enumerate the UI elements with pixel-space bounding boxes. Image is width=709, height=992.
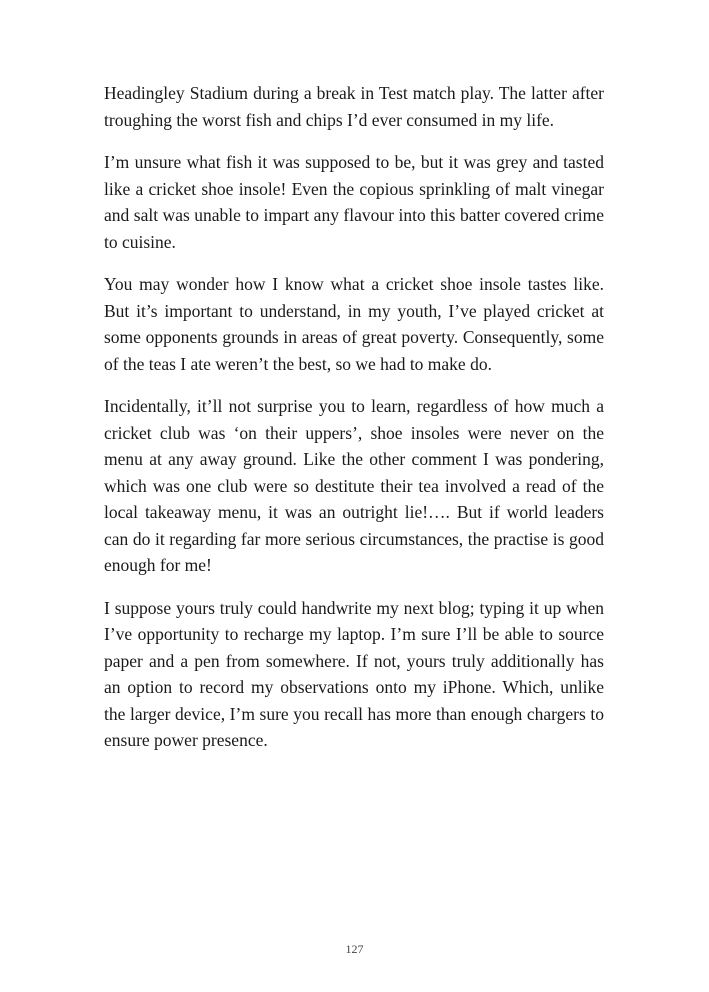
page-number: 127 (345, 942, 364, 956)
paragraph-3: You may wonder how I know what a cricket shoe insole tastes like. But it’s important to understand, in my youth, I’ve played cricket at some opponents grounds in areas of great poverty. Consequently, some of the teas I ate weren’t the best, so we had to make do. (104, 274, 604, 374)
paragraph-5: I suppose yours truly could handwrite my next blog; typing it up when I’ve opportunity to recharge my laptop. I’m sure I’ll be able to source paper and a pen from somewhere. If not, yours truly additionally has an option to record my observations onto my iPhone. Which, unlike the larger device, I’m sure you recall has more than enough chargers to ensure power presence. (104, 597, 604, 750)
paragraph-2: I’m unsure what fish it was supposed to be, but it was grey and tasted like a cricket shoe insole! Even the copious sprinkling of malt vinegar and salt was unable to impart any flavour into this batter covered crime to cuisine. (104, 152, 604, 252)
body-text (104, 80, 604, 770)
paragraph-1: Headingley Stadium during a break in Test match play. The latter after troughing the worst fish and chips I’d ever consumed in my life. (104, 83, 604, 130)
paragraph-4: Incidentally, it’ll not surprise you to learn, regardless of how much a cricket club was ‘on their uppers’, shoe insoles were never on the menu at any away ground. Like the other comment I was pondering, which was one club were so destitute their tea involved a read of the local takeaway menu, it was an outright lie!…. But if world leaders can do it regarding far more serious circumstances, the practise is good enough for me! (104, 396, 604, 575)
